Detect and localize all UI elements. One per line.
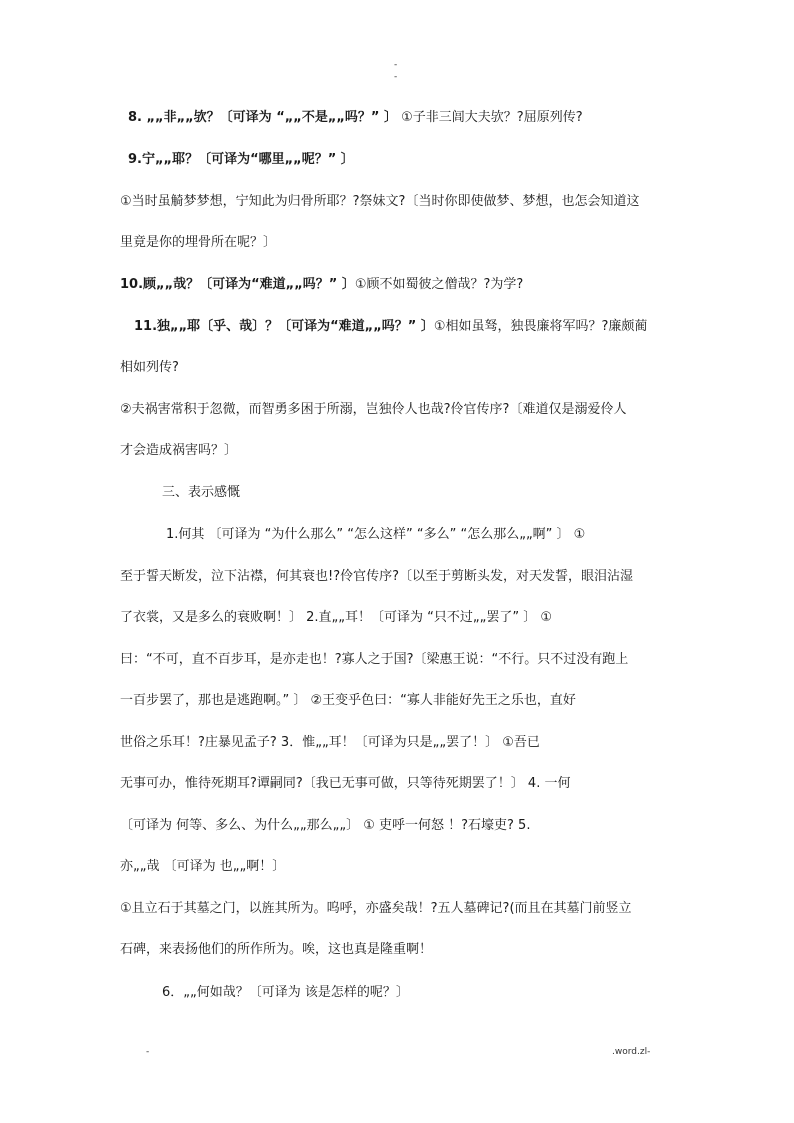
text-line [128, 151, 354, 169]
text-line [120, 568, 633, 586]
text-line [120, 609, 552, 627]
line-heading: 9.宁„„耶？〔可译为“哪里„„呢？” 〕 [128, 152, 354, 167]
line-heading: 11.独„„耶〔乎、哉〕？〔可译为“难道„„吗？” 〕 [134, 319, 434, 334]
line-text: 无事可办，惟待死期耳?谭嗣同?〔我已无事可做，只等待死期罢了！〕 4. 一何 [120, 776, 571, 791]
footer-right: .word.zl- [612, 1047, 651, 1057]
line-text: 1.何其 〔可译为 “为什么那么” “怎么这样” “多么” “怎么那么„„啊” 〕 ① [166, 527, 586, 542]
text-line [120, 817, 530, 835]
text-line [120, 401, 626, 419]
line-text: 才会造成祸害吗？〕 [120, 443, 238, 458]
section-heading [162, 484, 240, 502]
line-text: ①且立石于其墓之门，以旌其所为。呜呼，亦盛矣哉！?五人墓碑记?(而且在其墓门前竖立 [120, 901, 632, 916]
line-text: 里竟是你的埋骨所在呢？〕 [120, 235, 277, 250]
line-heading: 8. „„非„„欤？〔可译为 “„„不是„„吗？” 〕 [128, 110, 398, 125]
line-heading: 10.顾„„哉？〔可译为“难道„„吗？” 〕 [120, 277, 355, 292]
text-line [128, 109, 583, 127]
line-text: 亦„„哉 〔可译为 也„„啊！〕 [120, 859, 286, 874]
text-line [120, 941, 432, 959]
text-line [120, 734, 540, 752]
line-text: 相如列传? [120, 360, 179, 375]
text-line [120, 276, 523, 294]
line-text: 6．„„何如哉？〔可译为 该是怎样的呢？〕 [162, 985, 409, 1000]
line-text: 至于誓天断发，泣下沾襟，何其衰也!?伶官传序?〔以至于剪断头发，对天发誓，眼泪沾湿 [120, 569, 634, 584]
text-line [120, 442, 237, 460]
text-line [120, 193, 639, 211]
line-text: ①相如虽驽，独畏廉将军吗？?廉颇蔺 [433, 319, 648, 334]
line-text: 〔可译为 何等、多么、为什么„„那么„„〕 ① 吏呼一何怒 ！?石壕吏? 5. [120, 818, 531, 833]
header-mark-1: - [394, 60, 398, 70]
line-text: 一百步罢了，那也是逃跑啊。” 〕 ②王变乎色曰：“寡人非能好先王之乐也，直好 [120, 693, 576, 708]
line-text: ②夫祸害常积于忽微，而智勇多困于所溺，岂独伶人也哉?伶官传序?〔难道仅是溺爱伶人 [120, 402, 627, 417]
text-line [120, 692, 576, 710]
line-text: 世俗之乐耳！?庄暴见孟子? 3．惟„„耳！〔可译为只是„„罢了！〕 ①吾已 [120, 735, 540, 750]
line-text: 曰：“不可，直不百步耳，是亦走也！?寡人之于国?〔梁惠王说：“不行。只不过没有跑上 [120, 652, 629, 667]
line-text: ①子非三闾大夫欤？?屈原列传? [397, 110, 583, 125]
footer-left: - [146, 1047, 150, 1057]
text-line [120, 651, 628, 669]
line-text: 石碑，来表扬他们的所作所为。唉，这也真是隆重啊！ [120, 942, 433, 957]
text-line [120, 900, 632, 918]
line-text: ①当时虽觭梦梦想，宁知此为归骨所耶？?祭妹文?〔当时你即使做梦、梦想，也怎会知道这 [120, 194, 640, 209]
text-line [120, 234, 276, 252]
text-line [134, 318, 647, 336]
text-line [166, 526, 585, 544]
text-line [120, 775, 570, 793]
text-line [120, 359, 179, 377]
header-mark-2: - [394, 72, 398, 82]
line-text: 三、表示感慨 [162, 485, 241, 500]
text-line [120, 858, 285, 876]
text-line [162, 984, 409, 1002]
line-text: ①顾不如蜀彼之僧哉？?为学? [354, 277, 524, 292]
line-text: 了衣裳，又是多么的衰败啊！〕 2.直„„耳！〔可译为 “只不过„„罢了” 〕 ① [120, 610, 552, 625]
